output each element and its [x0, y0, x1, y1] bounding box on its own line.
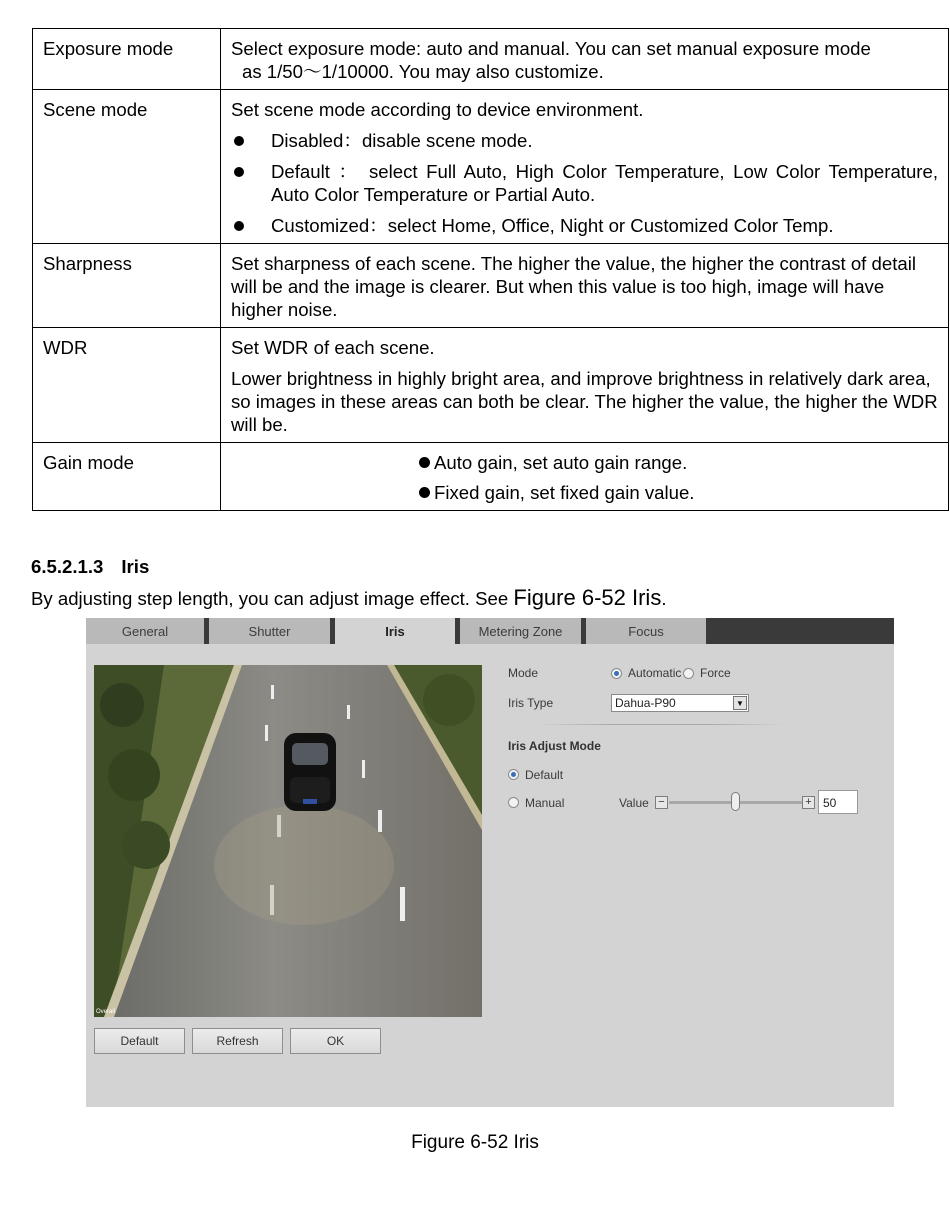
- section-title: Iris: [121, 556, 150, 577]
- tab-iris[interactable]: Iris: [335, 618, 460, 644]
- bullet-icon: [234, 221, 244, 231]
- refresh-button[interactable]: Refresh: [192, 1028, 283, 1054]
- bullet-icon: [234, 136, 244, 146]
- bullet-list: [231, 129, 938, 237]
- tab-bar: [86, 618, 894, 644]
- iris-type-value: Dahua-P90: [615, 696, 676, 710]
- list-item: [231, 160, 938, 206]
- tab-general[interactable]: General: [86, 618, 209, 644]
- road-scene-graphic: [94, 665, 482, 1017]
- divider: [536, 724, 786, 725]
- default-button[interactable]: Default: [94, 1028, 185, 1054]
- bullet-list: [231, 451, 938, 504]
- intro-suffix: .: [661, 588, 667, 609]
- description-intro: Set scene mode according to device environment.: [231, 99, 644, 120]
- figure-caption: Figure 6-52 Iris: [411, 1132, 539, 1153]
- ok-button[interactable]: OK: [290, 1028, 381, 1054]
- iris-adjust-mode-heading: Iris Adjust Mode: [508, 739, 601, 753]
- iris-type-label: Iris Type: [508, 696, 554, 710]
- decrement-button[interactable]: −: [655, 796, 668, 809]
- list-item: [231, 214, 938, 237]
- list-item: [419, 481, 938, 504]
- adjust-manual-radio[interactable]: [508, 797, 519, 808]
- param-name: Sharpness: [33, 244, 221, 328]
- iris-settings-panel: [86, 618, 894, 1107]
- iris-value-input[interactable]: 50: [818, 790, 858, 814]
- mode-automatic-label[interactable]: Automatic: [628, 666, 682, 680]
- chevron-down-icon[interactable]: ▼: [733, 696, 747, 710]
- iris-value-slider-handle[interactable]: [731, 792, 740, 811]
- bullet-icon: [419, 487, 430, 498]
- table-row-wdr: [33, 328, 949, 443]
- tab-focus[interactable]: Focus: [586, 618, 706, 644]
- param-description: Set sharpness of each scene. The higher the value, the higher the contrast of detail will be and the image is clearer. But when this value is too high, image will have higher noise.: [221, 244, 949, 328]
- mode-automatic-radio[interactable]: [611, 668, 622, 679]
- param-description: [221, 443, 949, 511]
- param-description: [221, 29, 949, 90]
- table-row-sharpness: [33, 244, 949, 328]
- iris-type-select[interactable]: [611, 694, 749, 712]
- adjust-default-label[interactable]: Default: [525, 768, 564, 782]
- param-name: Exposure mode: [33, 29, 221, 90]
- adjust-default-radio[interactable]: [508, 769, 519, 780]
- list-item-text: Default ： select Full Auto, High Color Temperature, Low Color Temperature, Auto Color Temperature or Partial Auto.: [271, 161, 938, 205]
- tab-shutter[interactable]: Shutter: [209, 618, 335, 644]
- description-paragraph: Lower brightness in highly bright area, and improve brightness in relatively dark area, so images in these areas can both be clear. The higher the value, the higher the WDR will be.: [231, 368, 938, 435]
- intro-text: By adjusting step length, you can adjust image effect. See: [31, 588, 514, 609]
- mode-force-label[interactable]: Force: [700, 666, 731, 680]
- param-description: [221, 90, 949, 244]
- preview-osd-label: Overall: [96, 1009, 116, 1015]
- section-number: 6.5.2.1.3: [31, 556, 104, 577]
- list-item: [419, 451, 938, 474]
- list-item-text: Disabled：disable scene mode.: [271, 130, 533, 151]
- list-item: [231, 129, 938, 152]
- mode-label: Mode: [508, 666, 539, 680]
- description-line: Select exposure mode: auto and manual. You can set manual exposure mode: [231, 38, 871, 59]
- description-line: as 1/50～1/10000. You may also customize.: [242, 61, 604, 82]
- table-row-gain-mode: [33, 443, 949, 511]
- increment-button[interactable]: +: [802, 796, 815, 809]
- live-preview-image: [94, 665, 482, 1017]
- param-name: WDR: [33, 328, 221, 443]
- tab-metering-zone[interactable]: Metering Zone: [460, 618, 586, 644]
- intro-paragraph: [31, 585, 667, 611]
- bullet-icon: [234, 167, 244, 177]
- description-paragraph: Set WDR of each scene.: [231, 337, 435, 358]
- table-row-scene-mode: [33, 90, 949, 244]
- param-name: Gain mode: [33, 443, 221, 511]
- param-description: [221, 328, 949, 443]
- parameter-table: [32, 28, 949, 511]
- list-item-text: Fixed gain, set fixed gain value.: [434, 482, 695, 503]
- value-label: Value: [619, 796, 649, 810]
- figure-reference-link[interactable]: Figure 6-52 Iris: [513, 585, 662, 610]
- param-name: Scene mode: [33, 90, 221, 244]
- list-item-text: Customized：select Home, Office, Night or Customized Color Temp.: [271, 215, 834, 236]
- section-heading: [31, 556, 149, 578]
- bullet-icon: [419, 457, 430, 468]
- table-row-exposure-mode: [33, 29, 949, 90]
- adjust-manual-label[interactable]: Manual: [525, 796, 565, 810]
- list-item-text: Auto gain, set auto gain range.: [434, 452, 688, 473]
- mode-force-radio[interactable]: [683, 668, 694, 679]
